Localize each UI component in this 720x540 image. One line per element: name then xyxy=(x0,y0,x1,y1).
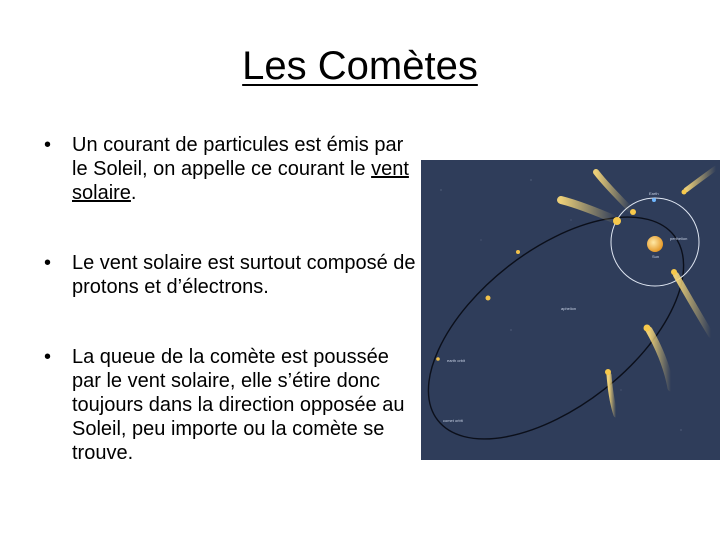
bullet-text: La queue de la comète est poussée par le vent solaire, elle s’étire donc toujours dans la direction opposée au Soleil, peu importe ou la comète se trouve. xyxy=(72,346,405,464)
bullet-text-after: . xyxy=(130,182,137,204)
vent-solaire-term: vent solaire xyxy=(72,158,409,204)
slide-title xyxy=(0,40,720,92)
comet-orbit-svg xyxy=(421,160,720,460)
bullet-dot: • xyxy=(44,346,52,368)
bullet-text-before: Un courant de particules est émis par le Soleil, on appelle ce courant le xyxy=(72,134,404,180)
bullet-item xyxy=(40,133,420,205)
earth-icon xyxy=(652,198,656,202)
comet-far-1 xyxy=(486,296,491,301)
label-aphelion: aphelion xyxy=(561,306,577,311)
comet-orbit-illustration xyxy=(421,160,720,460)
comet-far-3 xyxy=(516,250,520,254)
label-sun: Sun xyxy=(652,254,660,259)
bullet-item xyxy=(40,251,420,299)
slide-title-text: Les Comètes xyxy=(242,44,478,88)
bullet-text: Le vent solaire est surtout composé de protons et d’électrons. xyxy=(72,252,416,298)
label-earth: Earth xyxy=(649,191,659,196)
bullet-list xyxy=(40,133,420,465)
bullet-item xyxy=(40,345,420,465)
label-perihelion: perihelion xyxy=(670,236,688,241)
sun-icon xyxy=(647,236,663,252)
bullet-dot: • xyxy=(44,252,52,274)
comet-far-2 xyxy=(436,357,440,361)
label-earth-orbit: earth orbit xyxy=(447,358,466,363)
bullet-dot: • xyxy=(44,134,52,156)
label-comet-orbit: comet orbit xyxy=(443,418,463,423)
